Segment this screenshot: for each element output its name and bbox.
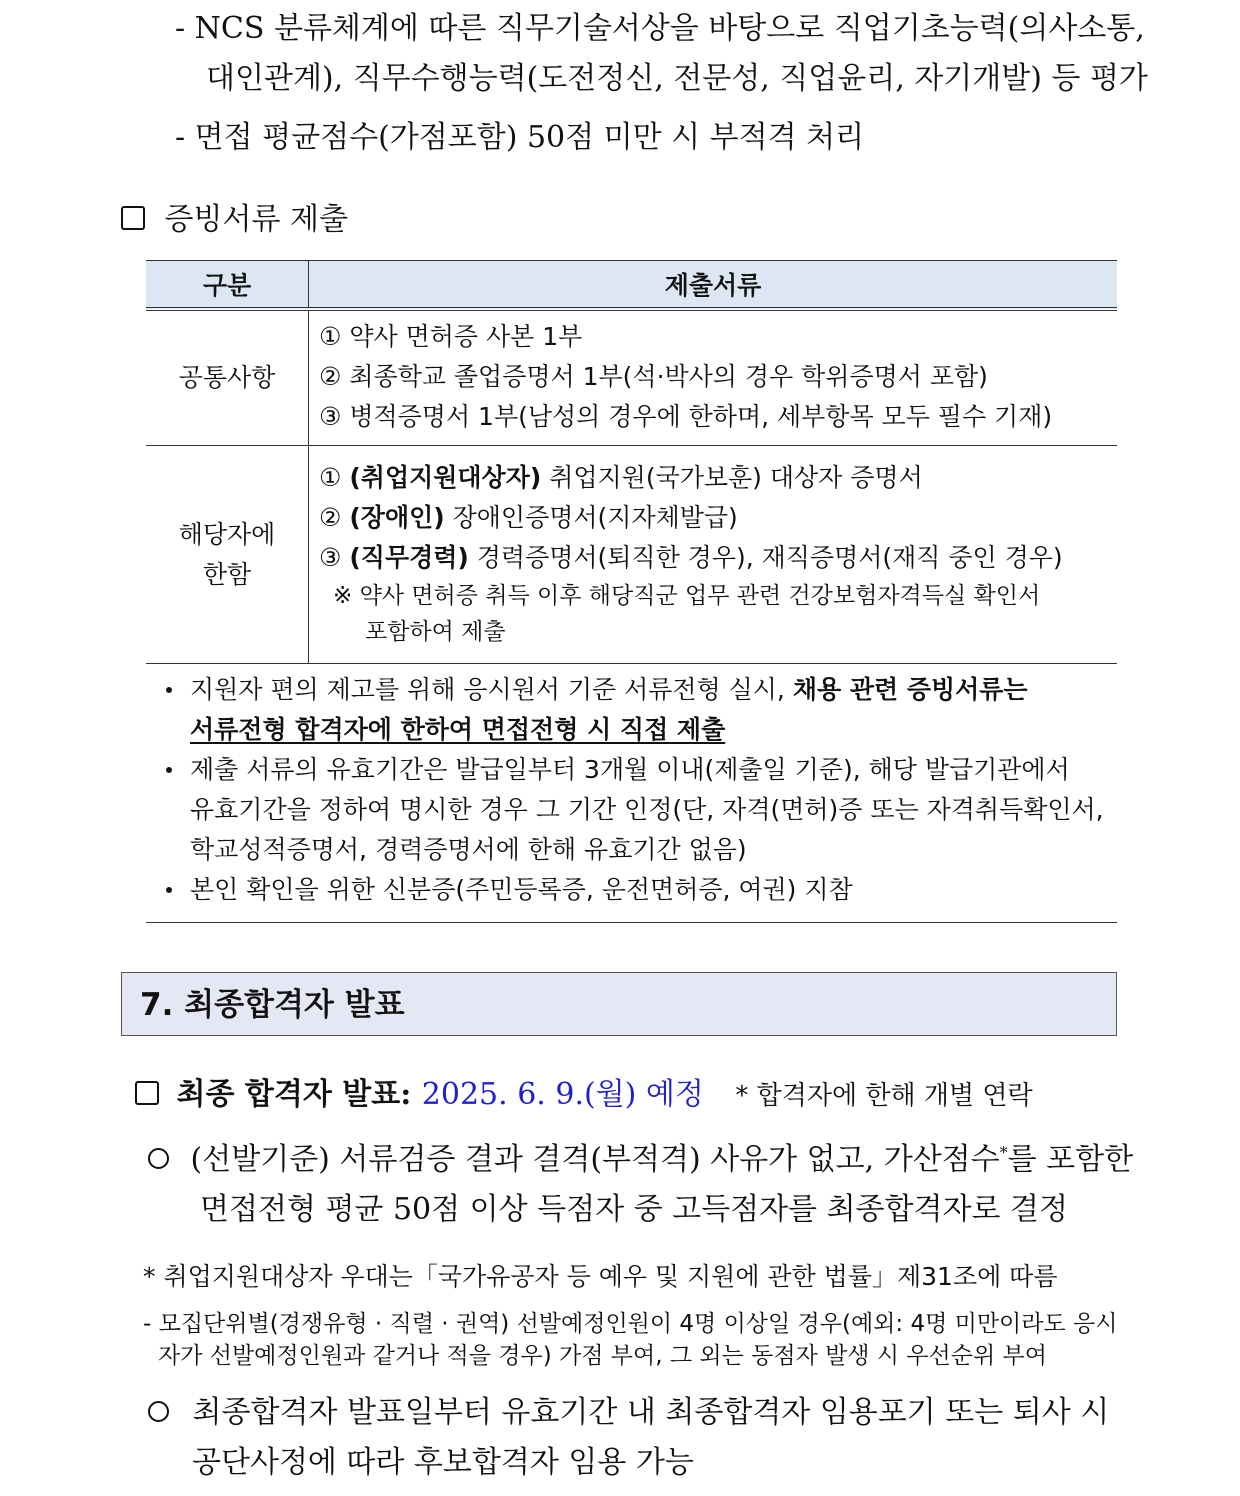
circle-bullet-icon [148,1401,169,1422]
circle-bullet-icon [148,1148,169,1169]
header-documents: 제출서류 [309,261,1118,310]
bullet-dot-icon [166,887,172,893]
docs-bullets [146,662,1117,923]
note-health-insurance: ※ 약사 면허증 취득 이후 해당직군 업무 관련 건강보험자격득실 확인서 포함하여 제출 [333,582,1041,645]
table-header-row [146,261,1117,310]
list-item: ① (취업지원대상자) 취업지원(국가보훈) 대상자 증명서 [319,462,923,492]
announcement-note: * 합격자에 한해 개별 연락 [735,1081,1033,1111]
checkbox-square-icon [121,206,145,230]
announcement-line: 최종 합격자 발표: 2025. 6. 9.(월) 예정 * 합격자에 한해 개별 연락 [135,1080,1033,1110]
footnote-bonus-a: - 모집단위별(경쟁유형 · 직렬 · 권역) 선발예정인원이 4명 이상일 경우(예외: 4명 미만이라도 응시 [143,1311,1118,1337]
list-item: ② 최종학교 졸업증명서 1부(석·박사의 경우 학위증명서 포함) [319,362,988,391]
list-item: ③ 병적증명서 1부(남성의 경우에 한하며, 세부항목 모두 필수 기재) [319,402,1053,431]
category-applicable: 해당자에 한함 [146,446,309,664]
bullet-item: 본인 확인을 위한 신분증(주민등록증, 운전면허증, 여권) 지참 [146,870,1117,910]
table-row-common [146,309,1117,446]
list-item: ② (장애인) 장애인증명서(지자체발급) [319,502,738,532]
bullet-dot-icon [166,687,172,693]
docs-section-title: 증빙서류 제출 [121,205,348,235]
table-row-applicable [146,446,1117,664]
selection-criteria: (선발기준) 서류검증 결과 결격(부적격) 사유가 없고, 가산점수*를 포함한 [148,1145,1133,1175]
list-item: ③ (직무경력) 경력증명서(퇴직한 경우), 재직증명서(재직 중인 경우) [319,542,1063,572]
bullet-item: 지원자 편의 제고를 위해 응시원서 기준 서류전형 실시, 채용 관련 증빙서류는 서류전형 합격자에 한하여 면접전형 시 직접 제출 [146,670,1117,750]
header-category: 구분 [146,261,309,310]
common-documents [309,309,1118,446]
interview-line-2: - 면접 평균점수(가점포함) 50점 미만 시 부적격 처리 [175,120,865,155]
applicable-documents [309,446,1118,664]
footnote-veterans: * 취업지원대상자 우대는「국가유공자 등 예우 및 지원에 관한 법률」제31조에 따름 [143,1262,1058,1291]
bullet-dot-icon [166,767,172,773]
selection-criteria-cont: 면접전형 평균 50점 이상 득점자 중 고득점자를 최종합격자로 결정 [200,1192,1068,1227]
interview-line-1b: 대인관계), 직무수행능력(도전정신, 전문성, 직업윤리, 자기개발) 등 평가 [206,61,1148,96]
bullet-item: 제출 서류의 유효기간은 발급일부터 3개월 이내(제출일 기준), 해당 발급기관에서 유효기간을 정하여 명시한 경우 그 기간 인정(단, 자격(면허)증 또는 자격취득확인서, 학교성적증명서, 경력증명서에 한해 유효기간 없음) [146,750,1117,870]
reserve-candidates: 최종합격자 발표일부터 유효기간 내 최종합격자 임용포기 또는 퇴사 시 [148,1398,1109,1428]
footnote-bonus-b: 자가 선발예정인원과 같거나 적을 경우) 가점 부여, 그 외는 동점자 발생 시 우선순위 부여 [158,1343,1047,1369]
list-item: ① 약사 면허증 사본 1부 [319,322,583,351]
announcement-date: 2025. 6. 9.(월) 예정 [421,1077,704,1112]
section-7-heading: 7. 최종합격자 발표 [121,972,1117,1036]
reserve-candidates-cont: 공단사정에 따라 후보합격자 임용 가능 [192,1445,694,1480]
documents-table [146,260,1117,664]
interview-line-1a: - NCS 분류체계에 따른 직무기술서상을 바탕으로 직업기초능력(의사소통, [175,11,1145,46]
category-common: 공통사항 [146,309,309,446]
checkbox-square-icon [135,1081,159,1105]
